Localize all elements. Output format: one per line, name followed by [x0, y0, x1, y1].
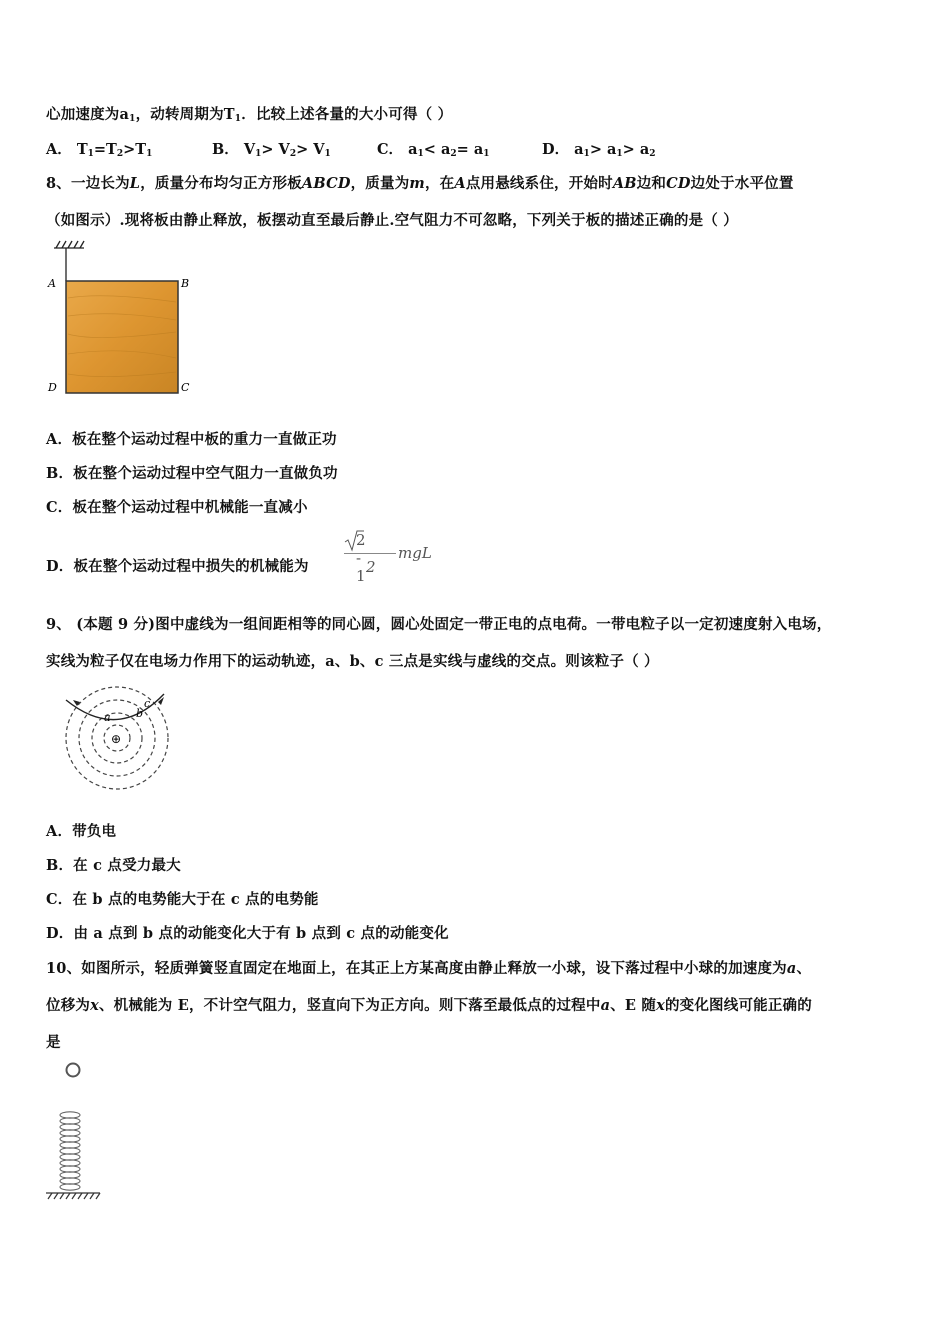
q8-option-a[interactable]: A．板在整个运动过程中板的重力一直做正功	[46, 431, 337, 448]
label-B: B	[181, 277, 190, 290]
q8-option-b[interactable]: B．板在整个运动过程中空气阻力一直做负功	[46, 465, 338, 482]
q10-stem-line3: 是	[46, 1034, 61, 1051]
q8-option-c[interactable]: C．板在整个运动过程中机械能一直减小	[46, 499, 308, 516]
q7-option-a[interactable]: A． $T_1=T_2>T_1$	[46, 141, 153, 159]
q9-option-b[interactable]: B．在 c 点受力最大	[46, 857, 181, 874]
ball	[67, 1064, 80, 1077]
q8-option-d[interactable]: D．板在整个运动过程中损失的机械能为	[46, 558, 309, 575]
spring	[60, 1112, 80, 1190]
q7-stem-tail: 心加速度为$a_1$，动转周期为$T_1$．比较上述各量的大小可得（ ）	[46, 106, 453, 124]
q9-option-c[interactable]: C．在 b 点的电势能大于在 c 点的电势能	[46, 891, 319, 908]
fraction-denominator: 2	[366, 558, 376, 576]
q8-stem-line1: 8、一边长为L，质量分布均匀正方形板ABCD，质量为m，在A点用悬线系住，开始时AB边和CD边处于水平位置	[46, 175, 794, 192]
label-a: a	[104, 711, 111, 724]
q9-stem-line2: 实线为粒子仅在电场力作用下的运动轨迹，a、b、c 三点是实线与虚线的交点。则该粒子（ ）	[46, 653, 659, 670]
label-D: D	[48, 381, 57, 394]
q9-option-d[interactable]: D．由 a 点到 b 点的动能变化大于有 b 点到 c 点的动能变化	[46, 925, 449, 942]
q9-field-figure	[46, 680, 188, 802]
label-b: b	[136, 707, 144, 720]
q9-option-a[interactable]: A．带负电	[46, 823, 117, 840]
q7-option-d[interactable]: D． $a_1> a_1> a_2$	[542, 141, 656, 159]
q9-stem-line1: 9、 (本题 9 分)图中虚线为一组间距相等的同心圆，圆心处固定一带正电的点电荷。一带电粒子以一定初速度射入电场，	[46, 616, 832, 633]
ceiling-hatch	[54, 241, 84, 248]
label-c: c	[144, 697, 151, 710]
q7-option-c[interactable]: C． $a_1< a_2= a_1$	[377, 141, 490, 159]
fraction-numerator: 2 - 1	[356, 531, 366, 585]
trajectory-arrow-left	[73, 700, 80, 706]
label-A: A	[48, 277, 56, 290]
q10-stem-line1: 10、如图所示，轻质弹簧竖直固定在地面上，在其正上方某高度由静止释放一小球，设下落过程中小球的加速度为a、	[46, 960, 812, 977]
q7-option-b[interactable]: B． $V_1> V_2> V_1$	[212, 141, 331, 159]
q8-board-figure	[44, 238, 204, 396]
q10-stem-line2: 位移为x、机械能为 E，不计空气阻力，竖直向下为正方向。则下落至最低点的过程中a、E 随x的变化图线可能正确的	[46, 997, 812, 1014]
positive-charge-icon: ⊕	[111, 732, 122, 746]
fraction-bar	[344, 553, 396, 554]
ground-hatch	[46, 1193, 100, 1199]
label-C: C	[181, 381, 190, 394]
q8-stem-line2: （如图示）.现将板由静止释放，板摆动直至最后静止.空气阻力不可忽略，下列关于板的描述正确的是（ ）	[46, 212, 738, 229]
fraction-tail: mgL	[398, 544, 432, 562]
q10-spring-figure	[44, 1060, 104, 1202]
